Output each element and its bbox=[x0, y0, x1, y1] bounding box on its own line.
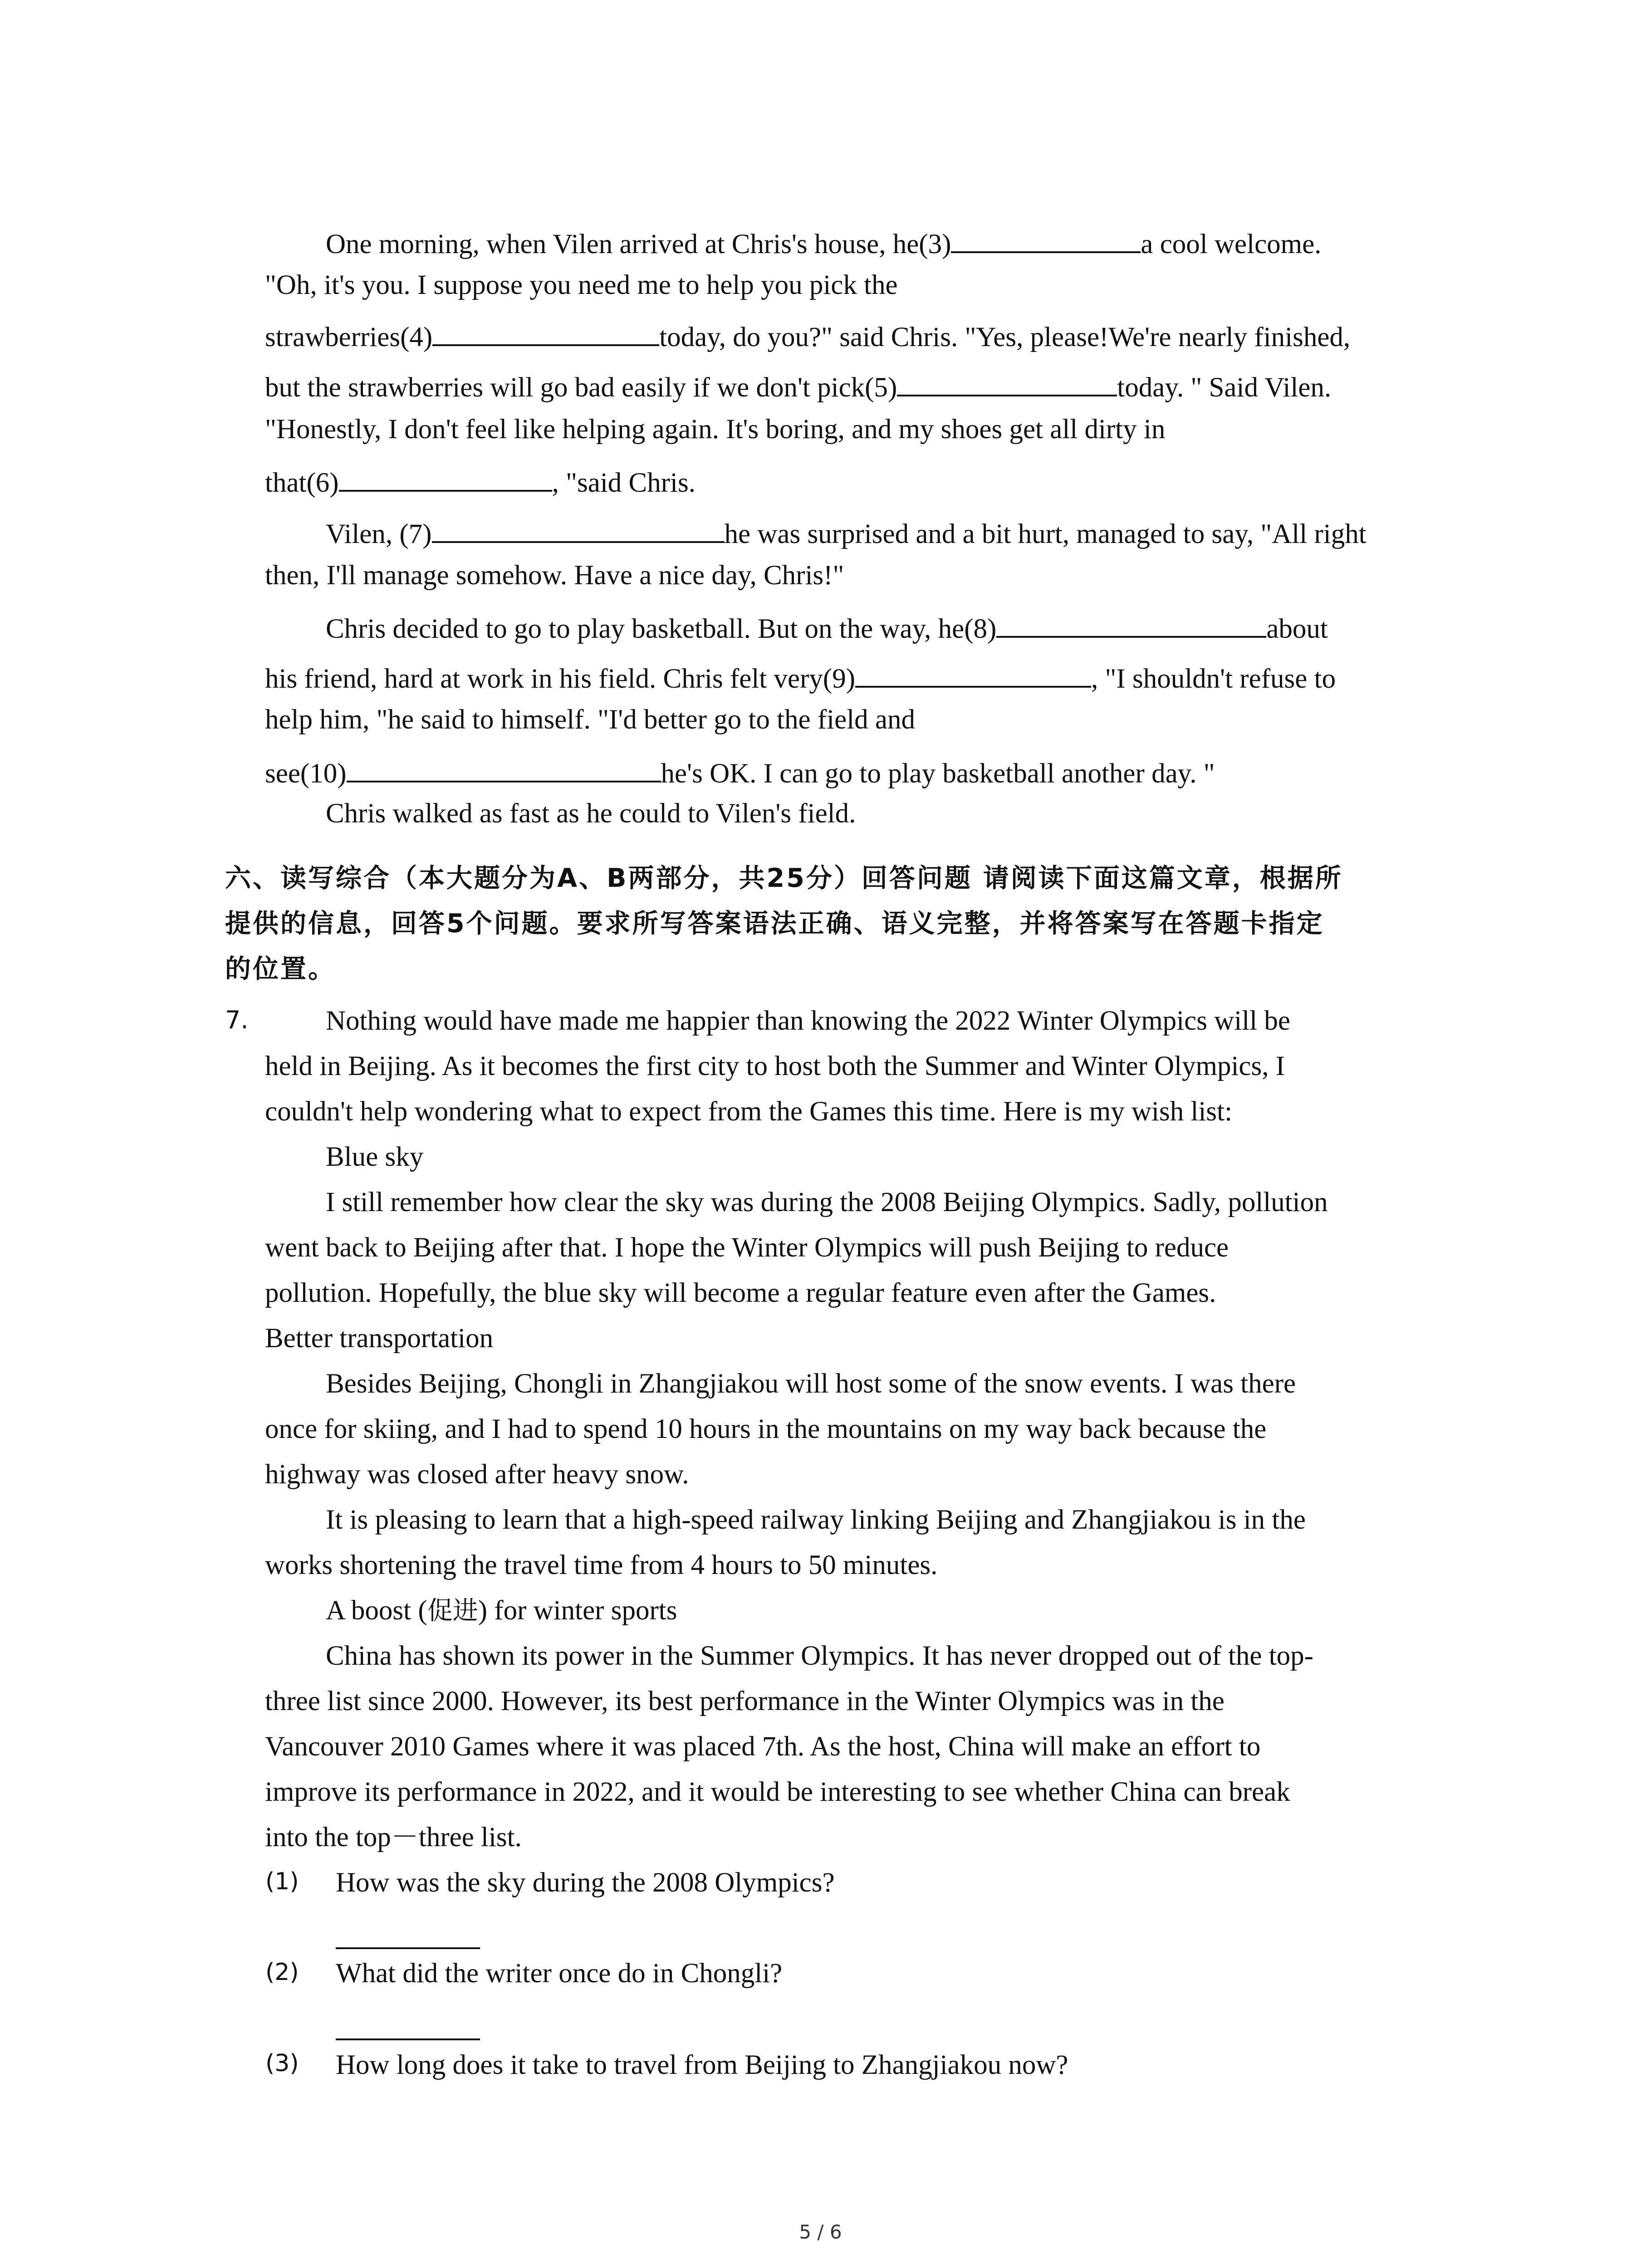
cloze-line-3: strawberries(4) today, do you?" said Chris. "Yes, please!We're nearly finished, bbox=[265, 319, 1350, 351]
passage-line: once for skiing, and I had to spend 10 hours in the mountains on my way back because the bbox=[265, 1414, 1267, 1444]
cloze-line-6: that(6) , "said Chris. bbox=[265, 464, 696, 497]
passage-line: pollution. Hopefully, the blue sky will become a regular feature even after the Games. bbox=[265, 1278, 1216, 1308]
subheading-boost: A boost (促进) for winter sports bbox=[326, 1595, 677, 1626]
blank-3[interactable] bbox=[951, 226, 1141, 253]
sub-question-text: How was the sky during the 2008 Olympics? bbox=[336, 1867, 835, 1898]
cloze-line-13: Chris walked as fast as he could to Vilen's field. bbox=[326, 798, 856, 829]
subheading-blue-sky: Blue sky bbox=[326, 1142, 424, 1172]
answer-line-1[interactable] bbox=[336, 1947, 480, 1949]
cloze-line-8: then, I'll manage somehow. Have a nice day, Chris!" bbox=[265, 560, 844, 591]
passage-line: held in Beijing. As it becomes the first city to host both the Summer and Winter Olympics, I bbox=[265, 1051, 1285, 1081]
section-heading-line-3: 的位置。 bbox=[225, 954, 336, 984]
sub-question-text: How long does it take to travel from Beijing to Zhangjiakou now? bbox=[336, 2050, 1068, 2080]
cloze-line-10: his friend, hard at work in his field. Chris felt very(9) , "I shouldn't refuse to bbox=[265, 660, 1336, 693]
sub-question-number: (3) bbox=[265, 2050, 299, 2077]
page-number: 5 / 6 bbox=[799, 2221, 842, 2243]
passage-line: three list since 2000. However, its best performance in the Winter Olympics was in the bbox=[265, 1686, 1225, 1716]
cloze-line-1: One morning, when Vilen arrived at Chris's house, he(3) a cool welcome. bbox=[326, 226, 1321, 258]
blank-8[interactable] bbox=[996, 611, 1266, 638]
blank-10[interactable] bbox=[347, 755, 661, 782]
passage-line: Vancouver 2010 Games where it was placed 7th. As the host, China will make an effort to bbox=[265, 1731, 1261, 1762]
cloze-line-11: help him, "he said to himself. "I'd better go to the field and bbox=[265, 704, 915, 735]
passage-line: Nothing would have made me happier than knowing the 2022 Winter Olympics will be bbox=[326, 1006, 1290, 1036]
blank-7[interactable] bbox=[432, 516, 725, 543]
passage-line: highway was closed after heavy snow. bbox=[265, 1459, 689, 1490]
passage-line: went back to Beijing after that. I hope the Winter Olympics will push Beijing to reduce bbox=[265, 1232, 1229, 1263]
cloze-line-12: see(10) he's OK. I can go to play basketball another day. " bbox=[265, 755, 1215, 787]
sub-question-text: What did the writer once do in Chongli? bbox=[336, 1958, 783, 1989]
section-heading-line-2: 提供的信息，回答5个问题。要求所写答案语法正确、语义完整，并将答案写在答题卡指定 bbox=[225, 909, 1324, 938]
passage-line: works shortening the travel time from 4 hours to 50 minutes. bbox=[265, 1550, 938, 1580]
blank-4[interactable] bbox=[432, 319, 659, 346]
cloze-line-7: Vilen, (7) he was surprised and a bit hurt, managed to say, "All right bbox=[326, 516, 1367, 548]
passage-line: improve its performance in 2022, and it would be interesting to see whether China can break bbox=[265, 1777, 1290, 1807]
cloze-line-2: "Oh, it's you. I suppose you need me to help you pick the bbox=[265, 270, 898, 300]
section-heading-line-1: 六、读写综合（本大题分为A、B两部分，共25分）回答问题 请阅读下面这篇文章，根据所 bbox=[225, 863, 1343, 893]
sub-question-number: (2) bbox=[265, 1959, 299, 1986]
sub-question-number: (1) bbox=[265, 1868, 299, 1895]
question-number: 7. bbox=[225, 1006, 249, 1034]
passage-line: China has shown its power in the Summer Olympics. It has never dropped out of the top- bbox=[326, 1641, 1313, 1671]
passage-line: It is pleasing to learn that a high-speed railway linking Beijing and Zhangjiakou is in the bbox=[326, 1505, 1306, 1535]
passage-line: into the top－three list. bbox=[265, 1822, 522, 1853]
subheading-better-transportation: Better transportation bbox=[265, 1323, 494, 1354]
blank-5[interactable] bbox=[897, 369, 1117, 396]
blank-9[interactable] bbox=[855, 660, 1091, 688]
passage-line: I still remember how clear the sky was during the 2008 Beijing Olympics. Sadly, pollution bbox=[326, 1187, 1328, 1217]
cloze-line-4: but the strawberries will go bad easily if we don't pick(5) today. " Said Vilen. bbox=[265, 369, 1331, 401]
cloze-line-9: Chris decided to go to play basketball. But on the way, he(8) about bbox=[326, 611, 1328, 643]
cloze-line-5: "Honestly, I don't feel like helping again. It's boring, and my shoes get all dirty in bbox=[265, 414, 1166, 445]
answer-line-2[interactable] bbox=[336, 2038, 480, 2040]
blank-6[interactable] bbox=[339, 464, 552, 492]
passage-line: couldn't help wondering what to expect from the Games this time. Here is my wish list: bbox=[265, 1096, 1233, 1127]
passage-line: Besides Beijing, Chongli in Zhangjiakou will host some of the snow events. I was there bbox=[326, 1369, 1296, 1399]
